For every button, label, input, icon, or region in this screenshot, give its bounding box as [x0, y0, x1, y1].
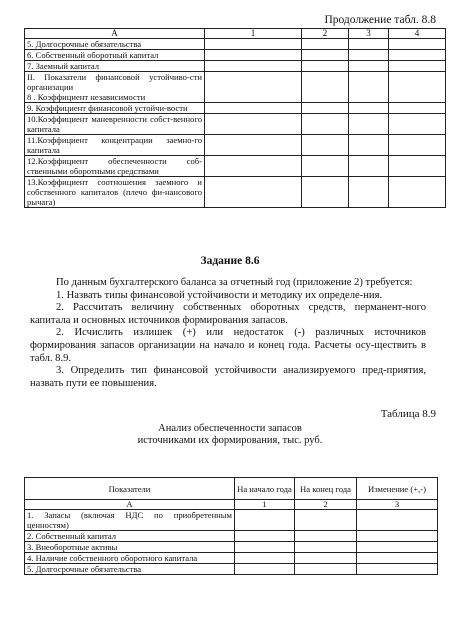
column-header: 1 — [205, 29, 302, 39]
column-header: На начало года — [235, 478, 295, 500]
table-cell — [302, 61, 349, 72]
table-cell — [295, 542, 357, 553]
table-title-line: Анализ обеспеченности запасов — [158, 423, 302, 434]
table-row — [25, 531, 438, 542]
table-cell — [349, 61, 389, 72]
task-paragraph: По данным бухгалтерского баланса за отчетный год (приложение 2) требуется: — [56, 277, 413, 288]
table-cell — [295, 510, 357, 531]
table-cell — [349, 72, 389, 103]
table-cell — [205, 114, 302, 135]
table-cell — [295, 553, 357, 564]
row-label — [25, 72, 205, 103]
table-cell — [302, 114, 349, 135]
table-cell — [205, 50, 302, 61]
column-header: На конец года — [295, 478, 357, 500]
table-row — [25, 510, 438, 531]
table-cell — [205, 135, 302, 156]
table-subheader-row — [25, 500, 438, 510]
row-label: 7. Заемный капитал — [25, 61, 205, 72]
table-cell — [302, 103, 349, 114]
column-header: Изменение (+,-) — [357, 478, 438, 500]
table-cell — [295, 531, 357, 542]
column-index: 2 — [295, 500, 357, 510]
table-8-8 — [24, 28, 446, 208]
table-8-9-number: Таблица 8.9 — [380, 408, 436, 420]
row-label: 5. Долгосрочные обязательства — [25, 39, 205, 50]
table-cell — [235, 542, 295, 553]
table-cell — [389, 72, 446, 103]
table-cell — [349, 156, 389, 177]
column-header: А — [25, 29, 205, 39]
task-paragraph: 2. Рассчитать величину собственных оборотных средств, перманент-ного капитала и основных источников формирования запасов. — [30, 302, 426, 326]
table-cell — [349, 39, 389, 50]
column-header: 4 — [389, 29, 446, 39]
table-cell — [295, 564, 357, 575]
row-label: 4. Наличие собственного оборотного капитала — [25, 553, 235, 564]
column-header: 2 — [302, 29, 349, 39]
table-row — [25, 114, 446, 135]
column-header: 3 — [349, 29, 389, 39]
row-label: 3. Внеоборотные активы — [25, 542, 235, 553]
section-heading: II. Показатели финансовой устойчиво-сти организации — [27, 72, 202, 92]
task-paragraph: 1. Назвать типы финансовой устойчивости и методику их определе-ния. — [56, 289, 383, 301]
table-row — [25, 39, 446, 50]
table-cell — [389, 177, 446, 208]
table-cell — [349, 135, 389, 156]
column-header: Показатели — [25, 478, 235, 500]
table-cell — [349, 114, 389, 135]
column-index: А — [25, 500, 235, 510]
table-header-row — [25, 478, 438, 500]
task-title: Задание 8.6 — [200, 255, 260, 267]
row-label: 9. Коэффициент финансовой устойчи-вости — [25, 103, 205, 114]
table-row — [25, 61, 446, 72]
table-cell — [389, 39, 446, 50]
table-cell — [302, 135, 349, 156]
table-cell — [302, 39, 349, 50]
table-cell — [389, 50, 446, 61]
table-row — [25, 135, 446, 156]
row-label: 6. Собственный оборотный капитал — [25, 50, 205, 61]
column-index: 1 — [235, 500, 295, 510]
row-label: 2. Собственный капитал — [25, 531, 235, 542]
table-cell — [389, 61, 446, 72]
table-cell — [235, 564, 295, 575]
table-row — [25, 553, 438, 564]
table-cell — [205, 61, 302, 72]
table-title-line: источниками их формирования, тыс. руб. — [137, 435, 323, 446]
row-label: 11.Коэффициент концентрации заемно-го капитала — [25, 135, 205, 156]
table-row — [25, 177, 446, 208]
table-cell — [357, 553, 438, 564]
task-paragraph: 2. Исчислить излишек (+) или недостаток (-) различных источников формирования запасов организации на начало и конец года. Расчеты осу-ществить в табл. 8.9. — [30, 327, 426, 364]
table-row — [25, 542, 438, 553]
table-cell — [349, 177, 389, 208]
table-cell — [302, 177, 349, 208]
row-label: 10.Коэффициент маневренности собст-венного капитала — [25, 114, 205, 135]
table-cell — [389, 103, 446, 114]
task-paragraph: 3. Определить тип финансовой устойчивости анализируемого пред-приятия, назвать пути ее повышения. — [30, 365, 426, 389]
table-cell — [235, 553, 295, 564]
row-label-text: 8 . Коэффициент независимости — [27, 92, 146, 102]
table-row — [25, 564, 438, 575]
table-cell — [205, 156, 302, 177]
table-cell — [205, 39, 302, 50]
table-cell — [235, 510, 295, 531]
table-cell — [389, 114, 446, 135]
table-row — [25, 72, 446, 103]
table-cell — [389, 135, 446, 156]
table-cell — [205, 103, 302, 114]
table-cell — [357, 542, 438, 553]
table-8-9 — [24, 477, 438, 575]
table-row — [25, 103, 446, 114]
table-cell — [302, 156, 349, 177]
task-body — [30, 277, 426, 390]
table-cell — [357, 510, 438, 531]
table-row — [25, 50, 446, 61]
table-cell — [235, 531, 295, 542]
table-cell — [302, 50, 349, 61]
table-8-9-title — [60, 423, 400, 447]
table-cell — [205, 177, 302, 208]
table-cell — [349, 50, 389, 61]
table-cell — [205, 72, 302, 103]
column-index: 3 — [357, 500, 438, 510]
row-label: 1. Запасы (включая НДС по приобретенным ценностям) — [25, 510, 235, 531]
table-cell — [302, 72, 349, 103]
table-cell — [357, 531, 438, 542]
table-cell — [349, 103, 389, 114]
row-label: 13.Коэффициент соотношения заемного и собственного капиталов (плечо фи-нансового рычага) — [25, 177, 205, 208]
table-8-8-continuation-caption: Продолжение табл. 8.8 — [324, 14, 436, 26]
table-cell — [357, 564, 438, 575]
row-label: 5. Долгосрочные обязательства — [25, 564, 235, 575]
table-header-row — [25, 29, 446, 39]
table-row — [25, 156, 446, 177]
row-label: 12.Коэффициент обеспеченности соб-ственными оборотными средствами — [25, 156, 205, 177]
table-cell — [389, 156, 446, 177]
